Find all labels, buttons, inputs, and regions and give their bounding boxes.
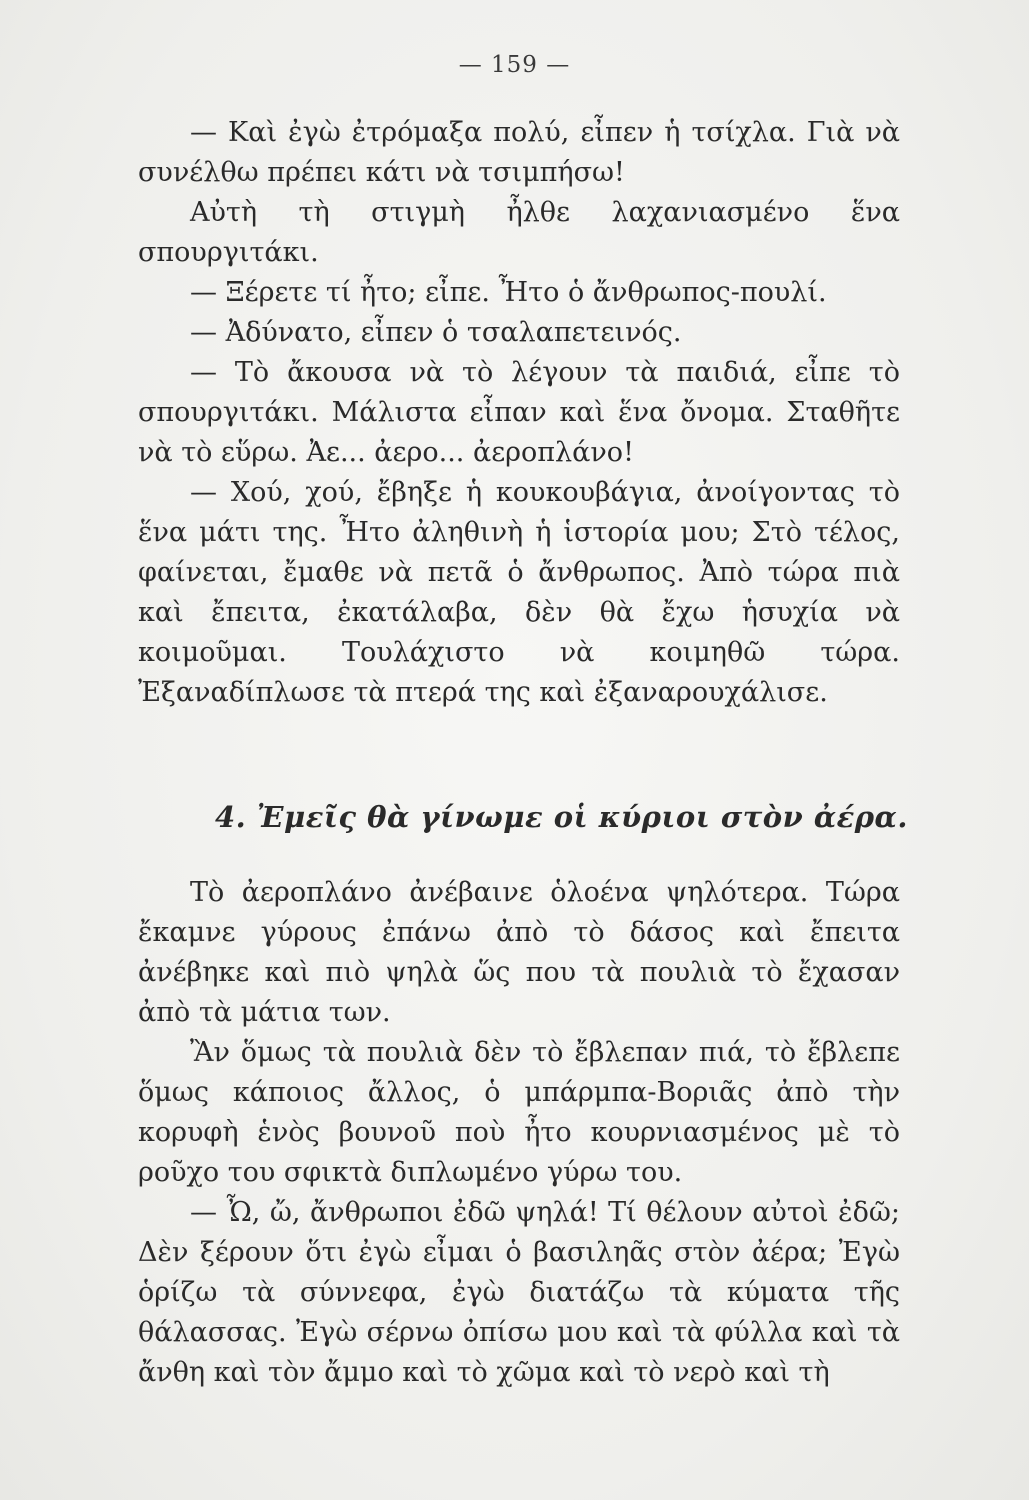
paragraph: — Τὸ ἄκουσα νὰ τὸ λέγουν τὰ παιδιά, εἶπε τὸ σπουργιτάκι. Μάλιστα εἶπαν καὶ ἕνα ὄνομα. Σταθῆτε νὰ τὸ εὕρω. Ἀε... ἀερο... ἀεροπλάνο! bbox=[138, 357, 900, 468]
page-number: — 159 — bbox=[458, 52, 571, 78]
paragraph: — Καὶ ἐγὼ ἐτρόμαξα πολύ, εἶπεν ἡ τσίχλα. Γιὰ νὰ συνέλθω πρέπει κάτι νὰ τσιμπήσω! bbox=[138, 117, 900, 188]
paragraph: Ἂν ὅμως τὰ πουλιὰ δὲν τὸ ἔβλεπαν πιά, τὸ ἔβλεπε ὅμως κάποιος ἄλλος, ὁ μπάρμπα-Βοριᾶς ἀπὸ τὴν κορυφὴ ἑνὸς βουνοῦ ποὺ ἦτο κουρνιασμένος μὲ τὸ ροῦχο του σφικτὰ διπλωμένο γύρω του. bbox=[138, 1037, 900, 1188]
section-2-text bbox=[138, 873, 900, 1393]
paragraph: — Ἀδύνατο, εἶπεν ὁ τσαλαπετεινός. bbox=[190, 317, 682, 348]
section-heading: 4. Ἐμεῖς θὰ γίνωμε οἱ κύριοι στὸν ἀέρα. bbox=[215, 800, 908, 834]
paragraph: — Ὦ, ὤ, ἄνθρωποι ἐδῶ ψηλά! Τί θέλουν αὐτοὶ ἐδῶ; Δὲν ξέρουν ὅτι ἐγὼ εἶμαι ὁ βασιληᾶς στὸν ἀέρα; Ἐγὼ ὁρίζω τὰ σύννεφα, ἐγὼ διατάζω τὰ κύματα τῆς θάλασσας. Ἐγὼ σέρνω ὀπίσω μου καὶ τὰ φύλλα καὶ τὰ ἄνθη καὶ τὸν ἄμμο καὶ τὸ χῶμα καὶ τὸ νερὸ καὶ τὴ bbox=[138, 1197, 900, 1388]
section-1-text bbox=[138, 113, 900, 713]
paragraph: — Ξέρετε τί ἦτο; εἶπε. Ἦτο ὁ ἄνθρωπος-πουλί. bbox=[190, 277, 827, 308]
paragraph: Αὐτὴ τὴ στιγμὴ ἦλθε λαχανιασμένο ἕνα σπουργιτάκι. bbox=[138, 197, 900, 268]
paragraph: Τὸ ἀεροπλάνο ἀνέβαινε ὁλοένα ψηλότερα. Τώρα ἔκαμνε γύρους ἐπάνω ἀπὸ τὸ δάσος καὶ ἔπειτα ἀνέβηκε καὶ πιὸ ψηλὰ ὥς που τὰ πουλιὰ τὸ ἔχασαν ἀπὸ τὰ μάτια των. bbox=[138, 877, 900, 1028]
paragraph: — Χού, χού, ἔβηξε ἡ κουκουβάγια, ἀνοίγοντας τὸ ἕνα μάτι της. Ἦτο ἀληθινὴ ἡ ἱστορία μου; Στὸ τέλος, φαίνεται, ἔμαθε νὰ πετᾶ ὁ ἄνθρωπος. Ἀπὸ τώρα πιὰ καὶ ἔπειτα, ἐκατάλαβα, δὲν θὰ ἔχω ἡσυχία νὰ κοιμοῦμαι. Τουλάχιστο νὰ κοιμηθῶ τώρα. Ἐξαναδίπλωσε τὰ πτερά της καὶ ἐξαναρουχάλισε. bbox=[138, 477, 900, 708]
